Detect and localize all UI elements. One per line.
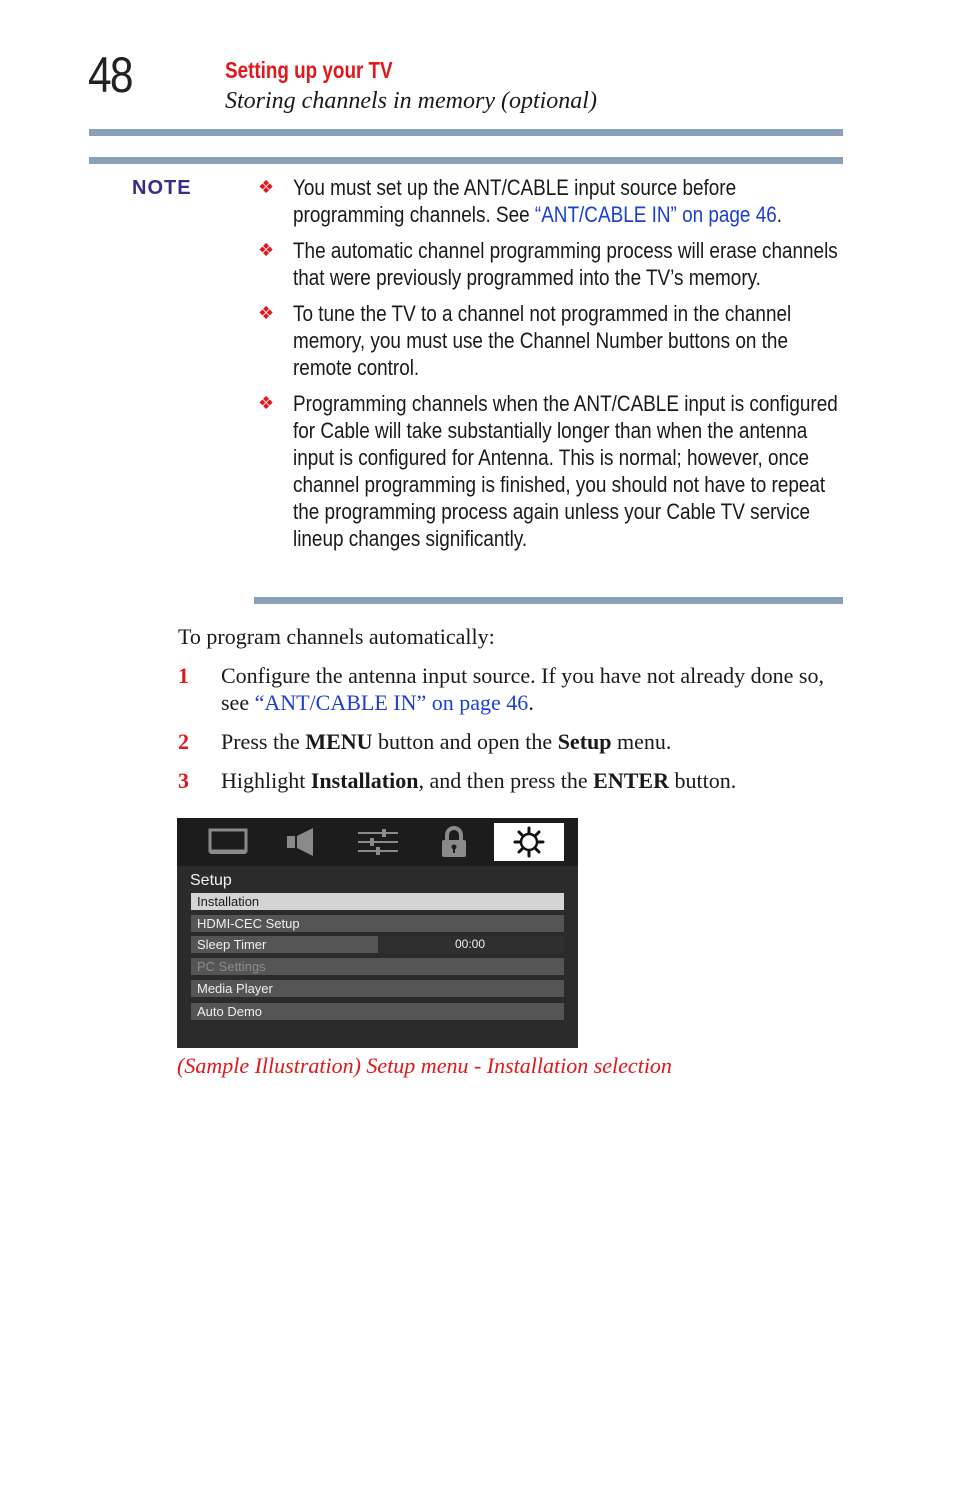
procedure-step xyxy=(178,767,838,794)
menu-item-media-player[interactable] xyxy=(191,980,564,997)
header-divider xyxy=(89,129,843,136)
section-title: Storing channels in memory (optional) xyxy=(225,88,597,114)
menu-item-auto-demo[interactable] xyxy=(191,1003,564,1020)
note-item xyxy=(258,237,843,291)
menu-item-sleep-timer[interactable] xyxy=(191,936,564,953)
tv-menu-tab-bar xyxy=(177,818,578,866)
sleep-timer-value: 00:00 xyxy=(455,937,486,951)
note-top-divider xyxy=(89,157,843,164)
step-text-tail: button. xyxy=(668,768,737,793)
note-item xyxy=(258,174,843,228)
chapter-title: Setting up your TV xyxy=(225,57,393,83)
preferences-icon xyxy=(343,823,413,861)
step-number: 1 xyxy=(178,663,189,688)
cross-reference-link[interactable]: “ANT/CABLE IN” on page 46 xyxy=(254,690,529,715)
figure-caption: (Sample Illustration) Setup menu - Installation selection xyxy=(177,1053,672,1078)
step-bold-term: MENU xyxy=(305,729,373,754)
menu-item-label: HDMI-CEC Setup xyxy=(197,916,300,931)
menu-item-label: Auto Demo xyxy=(197,1004,263,1019)
note-text-tail: . xyxy=(776,202,783,227)
picture-icon xyxy=(193,823,263,861)
note-text: To tune the TV to a channel not programmed in the channel memory, you must use the Channel Number buttons on the remote control. xyxy=(293,301,792,380)
diamond-bullet-icon: ❖ xyxy=(258,240,275,261)
step-text: Highlight xyxy=(221,768,311,793)
note-item xyxy=(258,300,843,381)
page-number: 48 xyxy=(88,47,132,103)
note-label: NOTE xyxy=(132,177,192,199)
note-text: Programming channels when the ANT/CABLE input is configured for Cable will take substantially longer than when the antenna input is configured for Antenna. This is normal; however, once channel programming is finished, you should not have to repeat the programming process again unless your Cable TV service lineup changes significantly. xyxy=(293,391,838,551)
step-text-tail: menu. xyxy=(611,729,672,754)
menu-item-hdmi-cec-setup[interactable] xyxy=(191,915,564,932)
step-text: Configure the antenna input source. If you have not already done so, see xyxy=(221,663,824,715)
cross-reference-link[interactable]: “ANT/CABLE IN” on page 46 xyxy=(534,202,777,227)
step-text-middle: button and open the xyxy=(372,729,558,754)
step-number: 2 xyxy=(178,729,189,754)
step-number: 3 xyxy=(178,768,189,793)
menu-item-label: Media Player xyxy=(197,981,273,996)
menu-item-label: Installation xyxy=(197,894,260,909)
step-bold-term: Installation xyxy=(310,768,419,793)
diamond-bullet-icon: ❖ xyxy=(258,303,275,324)
note-text xyxy=(293,174,843,228)
step-text-middle: , and then press the xyxy=(418,768,594,793)
step-text-tail: . xyxy=(528,690,534,715)
note-item xyxy=(258,390,843,552)
setup-gear-icon xyxy=(494,823,564,861)
procedure-step xyxy=(178,662,838,716)
menu-item-pc-settings xyxy=(191,958,564,975)
menu-item-installation[interactable] xyxy=(191,893,564,910)
step-text: Press the xyxy=(221,729,306,754)
note-text: The automatic channel programming process will erase channels that were previously programmed into the TV’s memory. xyxy=(293,238,838,290)
note-list xyxy=(258,174,843,561)
audio-icon xyxy=(267,823,337,861)
procedure-step xyxy=(178,728,838,755)
menu-item-label: Sleep Timer xyxy=(197,937,267,952)
tv-menu-title: Setup xyxy=(190,872,232,889)
step-bold-term: Setup xyxy=(557,729,612,754)
tv-menu-illustration xyxy=(177,818,578,1048)
menu-item-label: PC Settings xyxy=(197,959,266,974)
note-bottom-divider xyxy=(254,597,843,604)
diamond-bullet-icon: ❖ xyxy=(258,393,275,414)
procedure-intro: To program channels automatically: xyxy=(178,624,495,649)
note-text-body: You must set up the ANT/CABLE input source before programming channels. See xyxy=(293,175,737,227)
step-bold-term: ENTER xyxy=(593,768,669,793)
procedure-steps xyxy=(178,662,838,806)
diamond-bullet-icon: ❖ xyxy=(258,177,275,198)
lock-icon xyxy=(419,823,489,861)
